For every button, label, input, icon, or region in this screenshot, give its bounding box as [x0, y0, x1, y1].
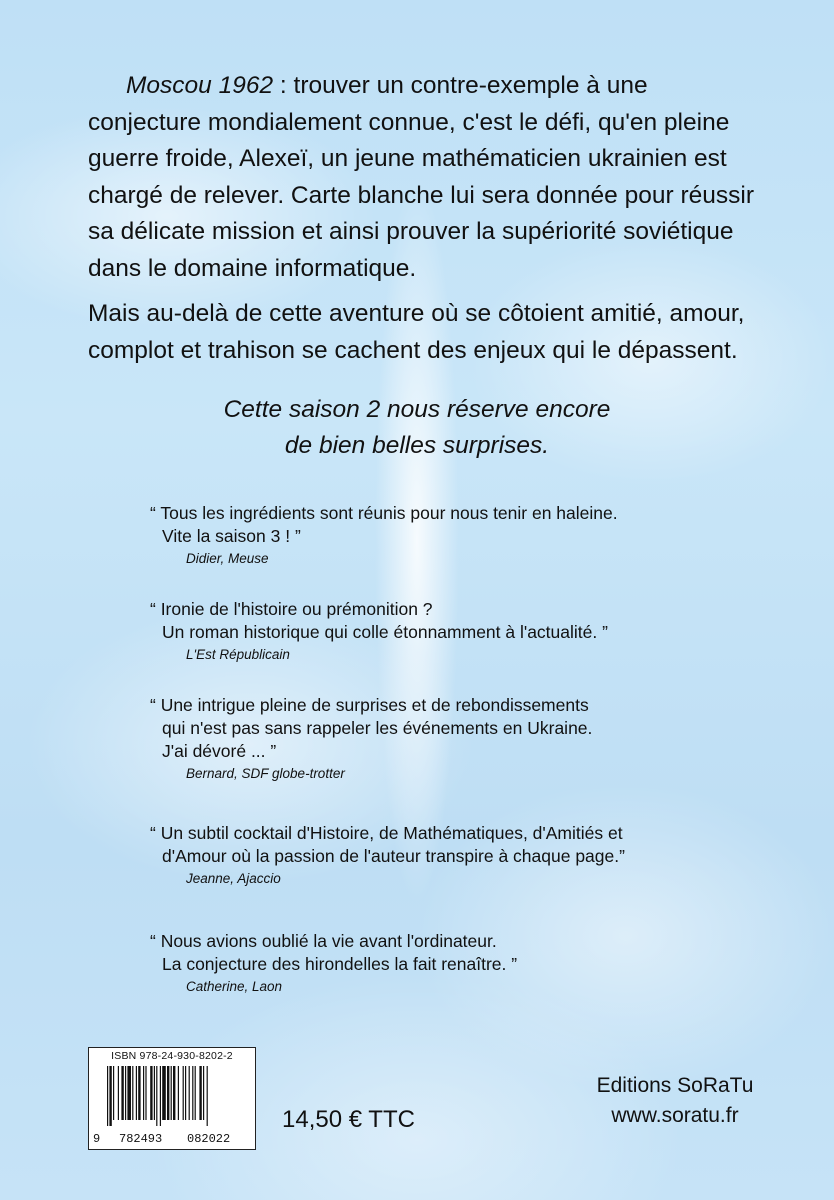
barcode-bar [162, 1066, 166, 1120]
barcode-bar [143, 1066, 144, 1120]
barcode-bar [136, 1066, 137, 1120]
quote-line: “ Un subtil cocktail d'Histoire, de Mathématiques, d'Amitiés et [150, 823, 623, 843]
barcode-bar [113, 1066, 114, 1120]
barcode-bar [199, 1066, 201, 1120]
quote-line: “ Nous avions oublié la vie avant l'ordinateur. [150, 931, 497, 951]
quote-author: Didier, Meuse [186, 551, 269, 566]
publisher-url: www.soratu.fr [611, 1104, 739, 1127]
review-quote-2 [150, 598, 770, 662]
quote-line: Vite la saison 3 ! ” [162, 526, 301, 546]
quote-line: “ Tous les ingrédients sont réunis pour nous tenir en haleine. [150, 503, 618, 523]
synopsis-paragraph-2: Mais au-delà de cette aventure où se côtoient amitié, amour, complot et trahison se cachent des enjeux qui le dépassent. [88, 300, 745, 364]
publisher-block [585, 1071, 765, 1131]
barcode-digits-left: 782493 [119, 1132, 163, 1146]
quote-line: La conjecture des hirondelles la fait renaître. ” [162, 954, 518, 974]
barcode-bar [150, 1066, 152, 1120]
quote-author: L'Est Républicain [186, 647, 290, 662]
isbn-barcode [88, 1047, 256, 1150]
quote-line: J'ai dévoré ... ” [162, 741, 277, 761]
barcode-bar [121, 1066, 123, 1120]
review-quote-4 [150, 822, 770, 886]
quote-line: d'Amour où la passion de l'auteur transpire à chaque page.” [162, 846, 625, 866]
barcode-bar [195, 1066, 196, 1120]
barcode-bar [127, 1066, 131, 1120]
barcode-bar [156, 1066, 157, 1126]
barcode-bar [125, 1066, 126, 1120]
barcode-bar [185, 1066, 186, 1120]
barcode-bar [173, 1066, 175, 1120]
synopsis-paragraph [88, 68, 758, 287]
quote-line: “ Ironie de l'histoire ou prémonition ? [150, 599, 433, 619]
synopsis-lead: Moscou 1962 [126, 72, 274, 99]
barcode-bars [95, 1066, 249, 1126]
tagline-line-2: de bien belles surprises. [284, 432, 550, 459]
review-quote-3 [150, 694, 770, 781]
price: 14,50 € TTC [282, 1106, 415, 1133]
barcode-bar [189, 1066, 190, 1120]
barcode-bar [178, 1066, 179, 1120]
barcode-bar [183, 1066, 184, 1120]
barcode-bar [203, 1066, 204, 1120]
publisher-name: Editions SoRaTu [596, 1074, 754, 1097]
quote-line: qui n'est pas sans rappeler les événements en Ukraine. [162, 718, 593, 738]
review-quote-1 [150, 502, 770, 566]
barcode-bar [118, 1066, 119, 1120]
quote-author: Jeanne, Ajaccio [186, 871, 281, 886]
tagline-line-1: Cette saison 2 nous réserve encore [223, 396, 611, 423]
barcode-digits-right: 082022 [187, 1132, 231, 1146]
quote-author: Bernard, SDF globe-trotter [186, 766, 345, 781]
isbn-label: ISBN 978-24-930-8202-2 [111, 1050, 233, 1062]
quote-line: “ Une intrigue pleine de surprises et de rebondissements [150, 695, 589, 715]
synopsis-text: : trouver un contre-exemple à une conjecture mondialement connue, c'est le défi, qu'en pleine guerre froide, Alexeï, un jeune mathématicien ukrainien est chargé de relever. Carte blanche lui sera donnée pour réussir sa délicate mission et ainsi prouver la supériorité soviétique dans le domaine informatique. [88, 72, 754, 282]
review-quote-5 [150, 930, 770, 994]
barcode-bar [154, 1066, 155, 1120]
barcode-bar [109, 1066, 111, 1126]
barcode-bar [132, 1066, 133, 1120]
barcode-bar [167, 1066, 169, 1120]
quote-line: Un roman historique qui colle étonnamment à l'actualité. ” [162, 622, 608, 642]
tagline [0, 392, 834, 464]
barcode-bar [192, 1066, 193, 1120]
barcode-bar [145, 1066, 146, 1120]
quote-author: Catherine, Laon [186, 979, 283, 994]
barcode-digit-first: 9 [93, 1132, 101, 1146]
barcode-bar [207, 1066, 208, 1126]
barcode-bar [138, 1066, 140, 1120]
barcode-bar [171, 1066, 172, 1120]
barcode-bar [107, 1066, 108, 1126]
barcode-bar [160, 1066, 161, 1126]
